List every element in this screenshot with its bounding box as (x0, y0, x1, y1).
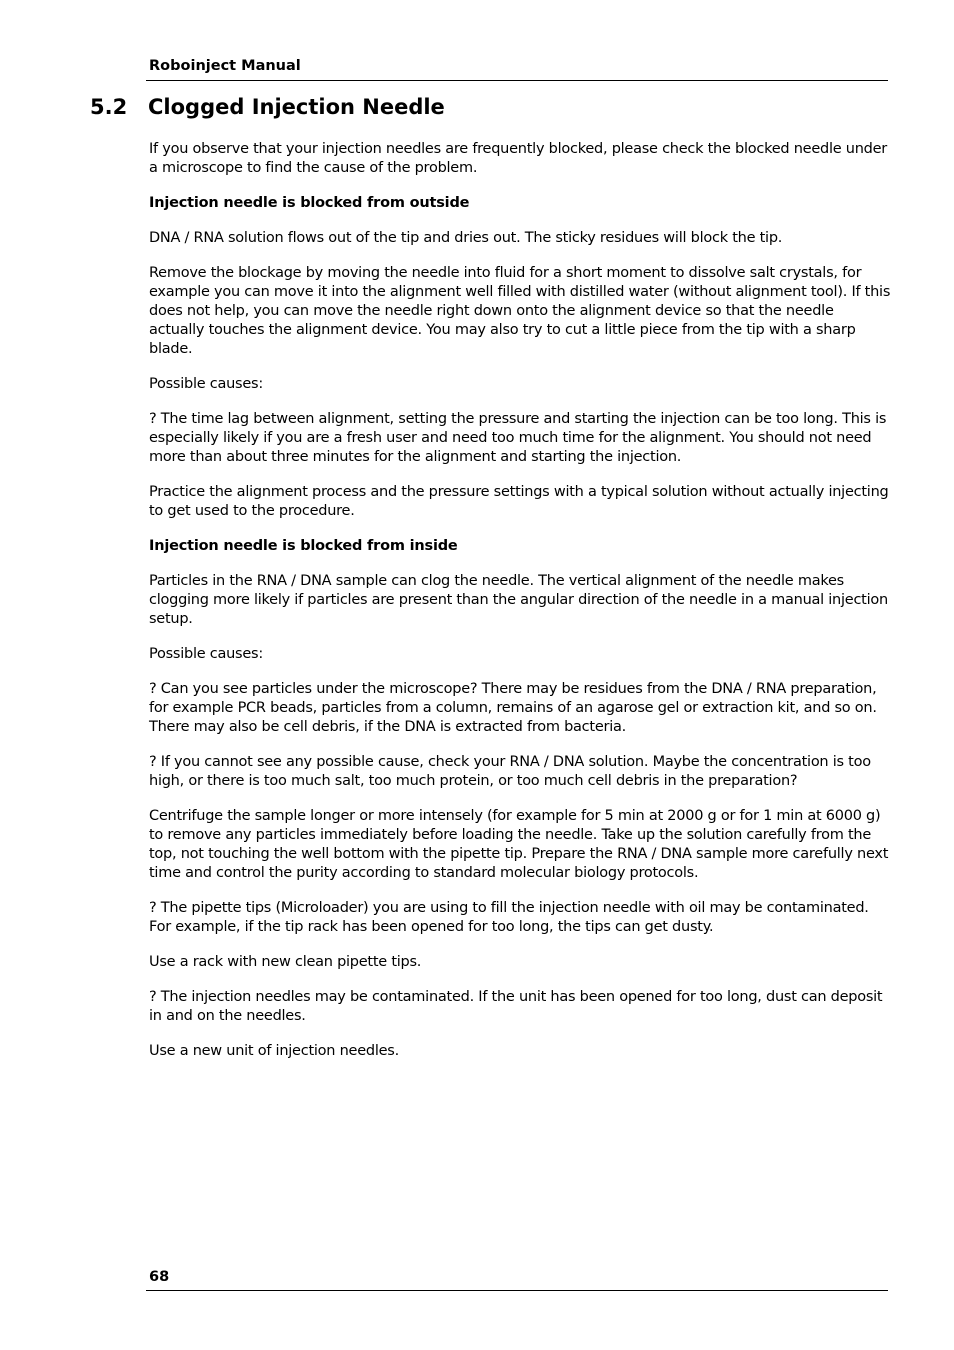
paragraph: Use a new unit of injection needles. (149, 1043, 399, 1059)
paragraph: Use a rack with new clean pipette tips. (149, 954, 422, 970)
paragraph: Possible causes: (149, 376, 263, 392)
manual-title: Roboinject Manual (149, 58, 301, 74)
cause-item: ? Can you see particles under the microscope? There may be residues from the DNA / RNA preparation, for example PCR beads, particles from a column, remains of an agarose gel or extraction kit, and so on. There may also be cell debris, if the DNA is extracted from bacteria. (149, 681, 877, 735)
paragraph: Practice the alignment process and the pressure settings with a typical solution without actually injecting to get used to the procedure. (149, 484, 889, 519)
cause-item: ? The injection needles may be contaminated. If the unit has been opened for too long, dust can deposit in and on the needles. (149, 989, 883, 1024)
page-header (146, 57, 888, 81)
page-number: 68 (149, 1269, 170, 1285)
cause-item: ? The pipette tips (Microloader) you are using to fill the injection needle with oil may be contaminated. For example, if the tip rack has been opened for too long, the tips can get dusty. (149, 900, 869, 935)
section-number: 5.2 (90, 95, 128, 119)
paragraph: Particles in the RNA / DNA sample can clog the needle. The vertical alignment of the needle makes clogging more likely if particles are present than the angular direction of the needle in a manual injection setup. (149, 573, 888, 627)
cause-item: ? If you cannot see any possible cause, check your RNA / DNA solution. Maybe the concentration is too high, or there is too much salt, too much protein, or too much cell debris in the preparation? (149, 754, 871, 789)
paragraph: DNA / RNA solution flows out of the tip and dries out. The sticky residues will block the tip. (149, 230, 783, 246)
section-title: Clogged Injection Needle (148, 95, 445, 119)
section-heading (90, 92, 445, 122)
body-content (149, 140, 891, 1077)
paragraph: Remove the blockage by moving the needle into fluid for a short moment to dissolve salt crystals, for example you can move it into the alignment well filled with distilled water (without alignment tool). If this does not help, you can move the needle right down onto the alignment device so that the needle actually touches the alignment device. You may also try to cut a little piece from the tip with a sharp blade. (149, 265, 891, 357)
intro-paragraph: If you observe that your injection needles are frequently blocked, please check the blocked needle under a microscope to find the cause of the problem. (149, 141, 887, 176)
subheading-blocked-outside: Injection needle is blocked from outside (149, 195, 470, 211)
subheading-blocked-inside: Injection needle is blocked from inside (149, 538, 458, 554)
paragraph: Centrifuge the sample longer or more intensely (for example for 5 min at 2000 g or for 1 min at 6000 g) to remove any particles immediately before loading the needle. Take up the solution carefully from the top, not touching the well bottom with the pipette tip. Prepare the RNA / DNA sample more carefully next time and control the purity according to standard molecular biology protocols. (149, 808, 889, 881)
paragraph: Possible causes: (149, 646, 263, 662)
cause-item: ? The time lag between alignment, setting the pressure and starting the injection can be too long. This is especially likely if you are a fresh user and need too much time for the alignment. You should not need more than about three minutes for the alignment and starting the injection. (149, 411, 887, 465)
page-footer (146, 1268, 888, 1291)
